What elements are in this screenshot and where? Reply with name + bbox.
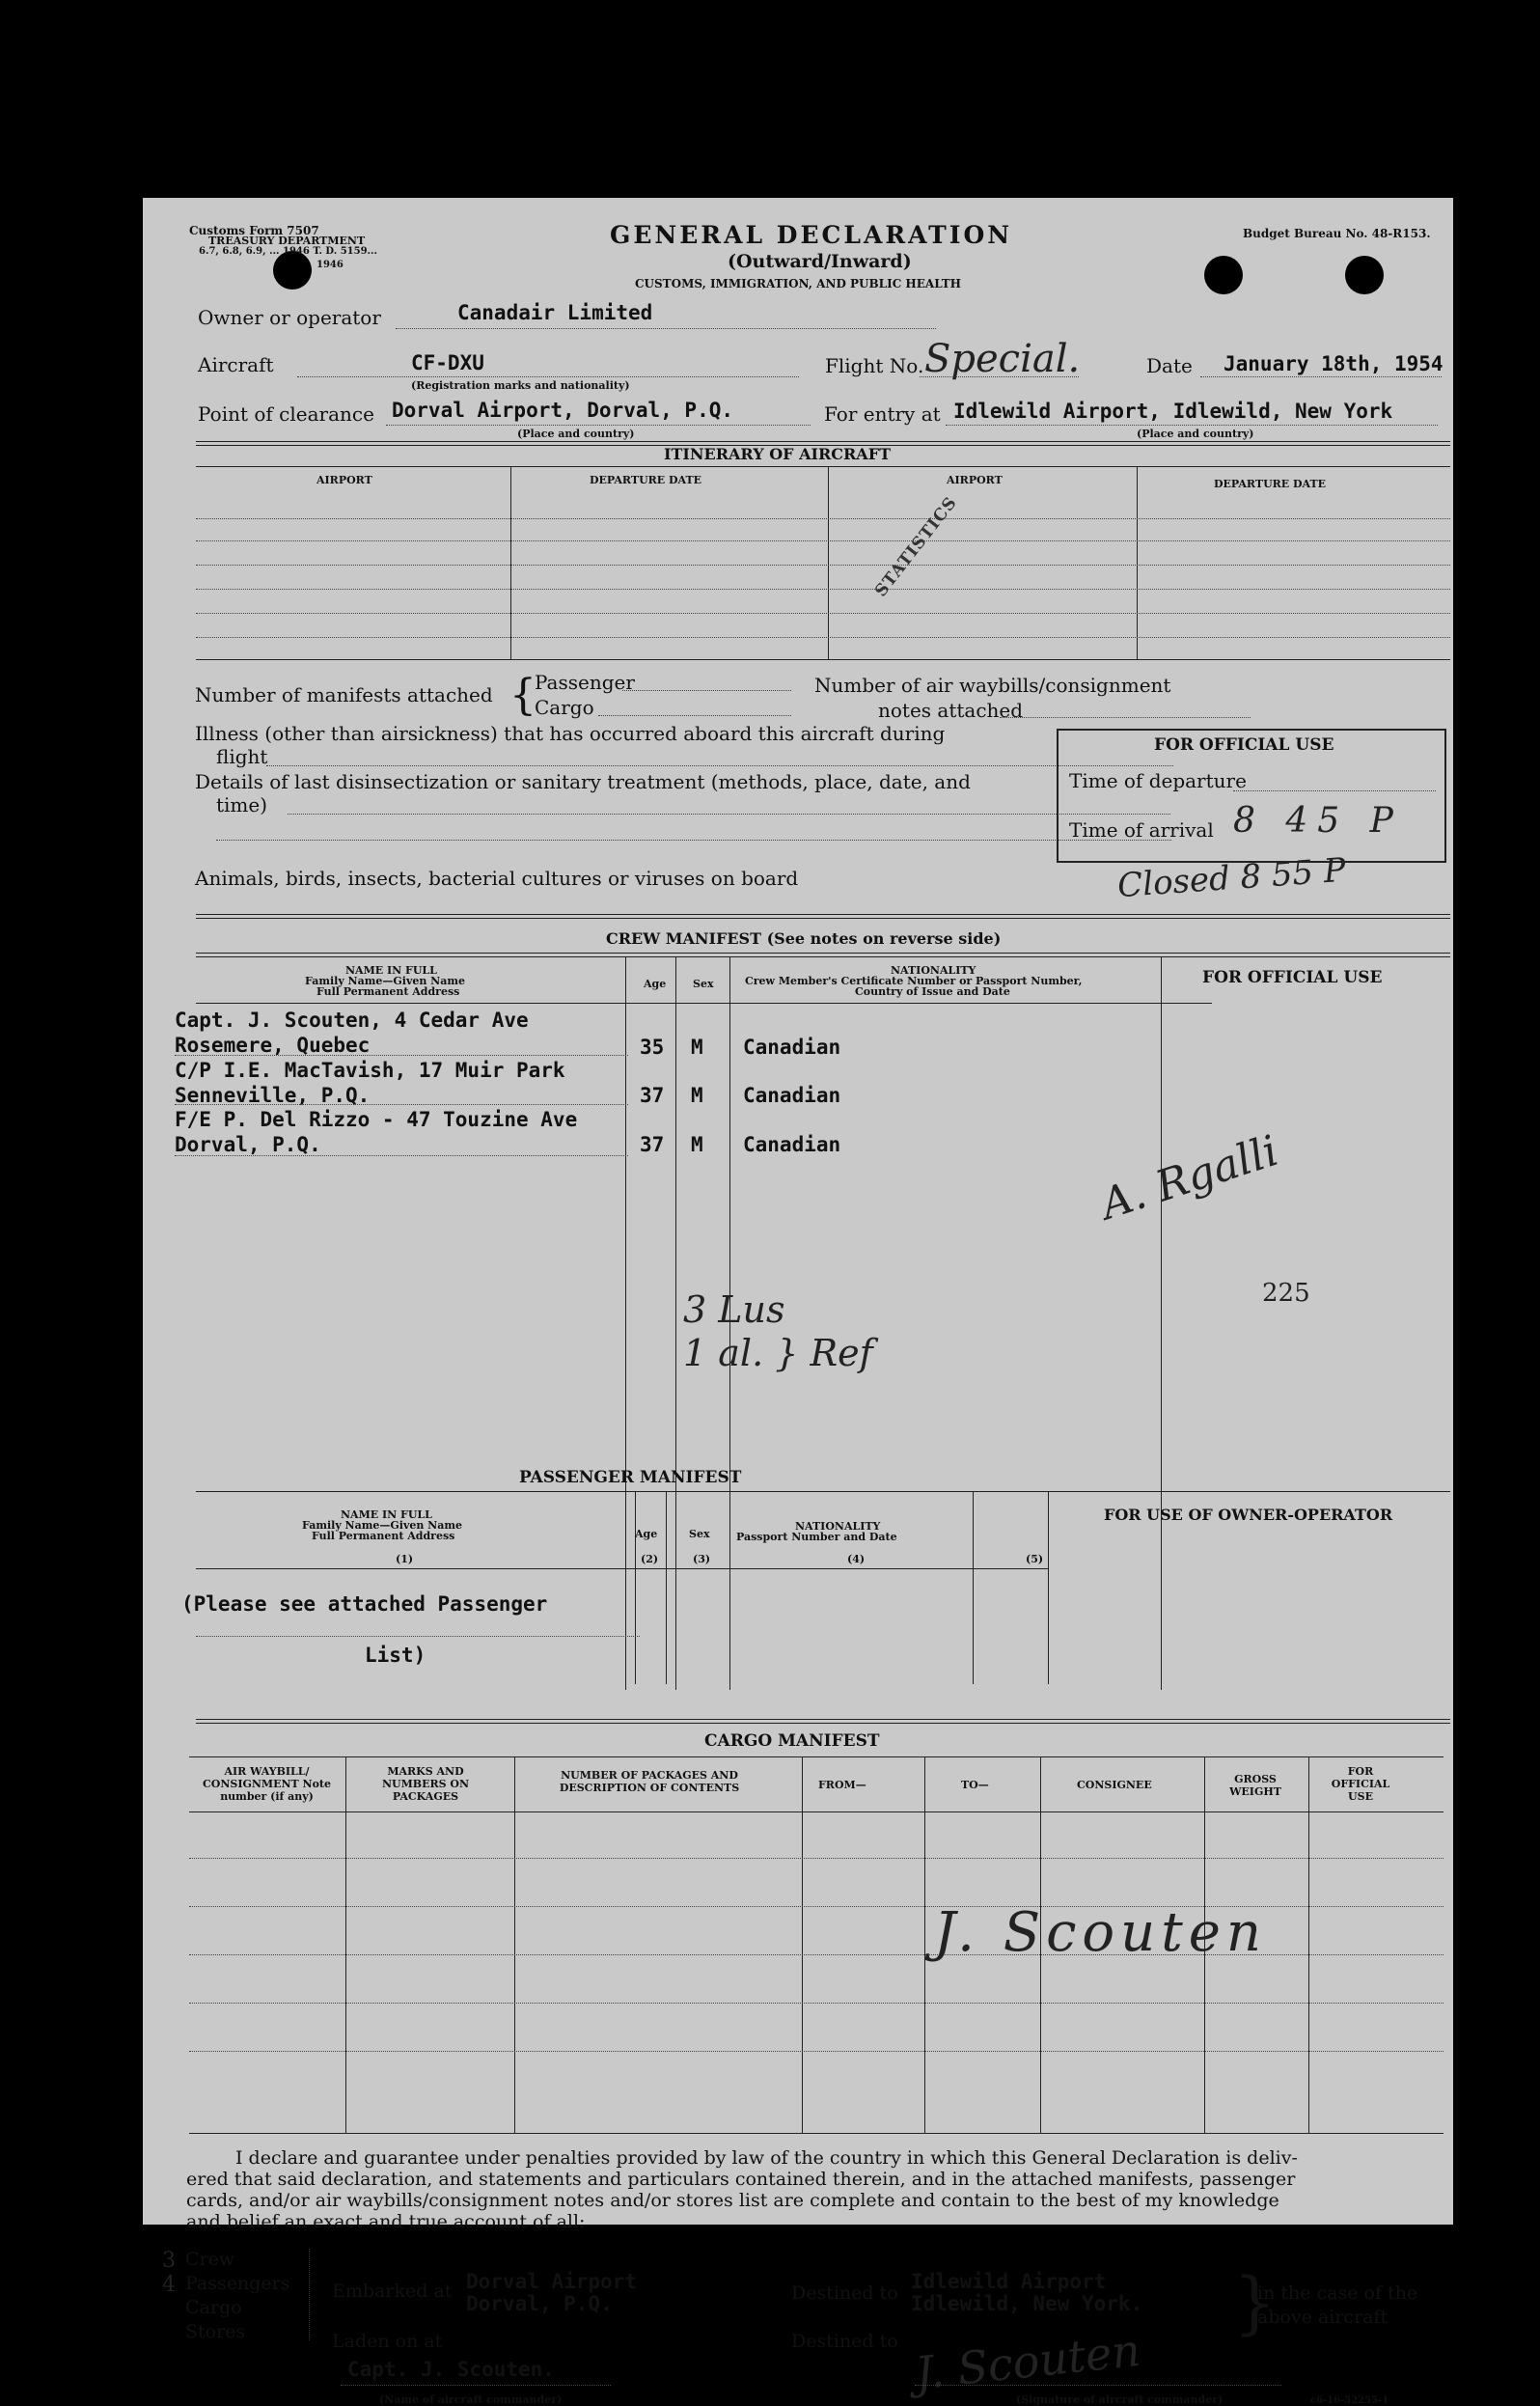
cargo-col-from: FROM— [818,1779,866,1791]
crew-row-3-sex: M [691,1133,703,1156]
brace: { [509,671,536,720]
illness-label-2: flight [216,745,268,768]
owner-label: Owner or operator [198,306,381,329]
passenger-col-nationality-num: (4) [847,1553,866,1565]
print-code: c6-16-52255-1 [1310,2395,1389,2406]
illness-label: Illness (other than airsickness) that has occurred aboard this aircraft during [195,722,946,745]
cargo-col-packages: NUMBER OF PACKAGES AND DESCRIPTION OF CONTENTS [559,1769,740,1794]
declaration-form [143,198,1453,2406]
cargo-col-consignee: CONSIGNEE [1077,1779,1152,1791]
cargo-count-label: Cargo [185,2297,242,2318]
embarked-label: Embarked at [332,2281,453,2302]
crew-row-3-name: F/E P. Del Rizzo - 47 Touzine Ave [175,1108,578,1131]
declaration-line-1: I declare and guarantee under penalties provided by law of the country in which this General Declaration is deliv- [235,2147,1298,2169]
passenger-col-nationality: NATIONALITY [795,1520,881,1533]
crew-col-age: Age [644,978,667,990]
crew-col-nationality-3: Country of Issue and Date [855,985,1010,998]
passenger-label: Passenger [535,671,635,694]
notes-attached-label: notes attached [878,699,1024,722]
crew-signature: A. Rgalli [1094,1125,1284,1231]
official-use-title: FOR OFFICIAL USE [1154,735,1334,755]
crew-col-name-3: Full Permanent Address [316,985,460,998]
cargo-col-to: TO— [961,1779,989,1791]
flight-label: Flight No. [825,354,924,377]
budget-bureau: Budget Bureau No. 48-R153. [1243,227,1431,240]
passengers-label: Passengers [185,2273,290,2294]
itinerary-title: ITINERARY OF AIRCRAFT [664,445,891,463]
clearance-label: Point of clearance [198,402,374,426]
passenger-col-age-num: (2) [641,1553,659,1565]
agencies: CUSTOMS, IMMIGRATION, AND PUBLIC HEALTH [635,277,961,290]
date-value: January 18th, 1954 [1224,352,1444,375]
declaration-line-4: and belief an exact and true account of all: [186,2211,586,2232]
date-label: Date [1146,354,1193,377]
embarked-1: Dorval Airport [466,2270,638,2293]
aircraft-note: (Registration marks and nationality) [411,379,630,392]
in-case-label: in the case of the [1257,2282,1418,2304]
owner-operator-use: FOR USE OF OWNER-OPERATOR [1104,1506,1393,1524]
arrival-value: 8 45 P [1233,801,1403,841]
crew-note-225: 225 [1262,1279,1310,1308]
commander-signature: J. Scouten [912,2323,1143,2400]
brace-right: } [1233,2263,1277,2342]
crew-row-3-address: Dorval, P.Q. [175,1133,321,1156]
stores-label: Stores [185,2321,246,2342]
laden-label: Laden on at [332,2331,443,2352]
form-year: 1946 [316,260,344,270]
arrival-label: Time of arrival [1069,818,1214,842]
destined-1: Idlewild Airport [911,2270,1107,2293]
entry-label: For entry at [824,402,941,426]
punch-hole [1204,256,1243,294]
destined-2: Idlewild, New York. [911,2292,1143,2315]
crew-row-2-sex: M [691,1084,703,1107]
clearance-value: Dorval Airport, Dorval, P.Q. [392,399,734,422]
in-case-label-2: above aircraft [1257,2307,1389,2328]
crew-row-2-address: Senneville, P.Q. [175,1084,371,1107]
form-reference: 6.7, 6.8, 6.9, ... 1946 T. D. 5159... [199,246,377,257]
owner-value: Canadair Limited [457,301,653,324]
form-number: Customs Form 7507 [189,224,319,237]
closed-note: Closed 8 55 P [1115,850,1347,906]
punch-hole [1345,256,1384,294]
animals-label: Animals, birds, insects, bacterial cultures or viruses on board [195,867,799,890]
declaration-line-3: cards, and/or air waybills/consignment notes and/or stores list are complete and contain to the best of my knowledge [186,2190,1279,2211]
crew-col-name-2: Family Name—Given Name [305,975,465,987]
form-title: GENERAL DECLARATION [610,221,1013,249]
passenger-col-name: NAME IN FULL [341,1508,432,1521]
itinerary-col-airport: AIRPORT [316,474,372,486]
crew-row-2-nationality: Canadian [743,1084,841,1107]
passenger-col-5: (5) [1026,1553,1044,1565]
cargo-label: Cargo [535,696,594,719]
destined-label-2: Destined to [791,2331,898,2352]
passenger-col-name-3: Full Permanent Address [312,1530,455,1542]
department: TREASURY DEPARTMENT [208,235,366,247]
crew-col-nationality: NATIONALITY [891,964,976,977]
itinerary-col-airport-2: AIRPORT [947,474,1003,486]
passenger-col-sex-num: (3) [693,1553,711,1565]
cargo-title: CARGO MANIFEST [704,1731,880,1751]
commander-note: (Name of aircraft commander) [379,2393,563,2406]
declaration-line-2: ered that said declaration, and statements and particulars contained therein, and in the attached manifests, passenger [186,2169,1296,2190]
crew-official-use: FOR OFFICIAL USE [1202,968,1383,987]
crew-row-3-nationality: Canadian [743,1133,841,1156]
passenger-note-2: List) [365,1644,426,1667]
passenger-count: 4 [162,2273,176,2297]
statistics-stamp: STATISTICS [871,493,962,601]
passenger-col-age: Age [635,1528,658,1540]
cargo-col-marks: MARKS AND NUMBERS ON PACKAGES [381,1765,470,1803]
cargo-col-waybill: AIR WAYBILL/ CONSIGNMENT Note number (if any) [202,1765,332,1803]
passenger-note: (Please see attached Passenger [181,1592,548,1616]
crew-row-1-name: Capt. J. Scouten, 4 Cedar Ave [175,1009,529,1032]
crew-row-1-age: 35 [640,1036,665,1059]
clearance-note: (Place and country) [517,428,635,440]
passenger-col-sex: Sex [689,1528,710,1540]
crew-row-1-address: Rosemere, Quebec [175,1034,371,1057]
crew-col-sex: Sex [693,978,714,990]
departure-label: Time of departure [1069,769,1247,792]
disinsect-label-2: time) [216,793,268,816]
cargo-col-weight: GROSS WEIGHT [1229,1773,1281,1798]
passenger-col-name-num: (1) [396,1553,414,1565]
crew-title: CREW MANIFEST (See notes on reverse side) [606,929,1002,948]
cargo-signature: J. Scouten [934,1901,1267,1964]
disinsect-label: Details of last disinsectization or sanitary treatment (methods, place, date, and [195,770,971,793]
entry-value: Idlewild Airport, Idlewild, New York [953,400,1393,423]
crew-row-1-sex: M [691,1036,703,1059]
manifests-label: Number of manifests attached [195,683,493,706]
entry-note: (Place and country) [1137,428,1254,440]
aircraft-value: CF-DXU [411,351,484,374]
form-subtitle: (Outward/Inward) [728,251,912,272]
embarked-2: Dorval, P.Q. [466,2292,613,2315]
crew-handwritten-2: 1 al. } Ref [683,1332,873,1374]
crew-row-1-nationality: Canadian [743,1036,841,1059]
waybills-label: Number of air waybills/consignment [814,674,1171,697]
passenger-col-nationality-2: Passport Number and Date [736,1531,897,1543]
commander-name: Capt. J. Scouten. [347,2358,555,2381]
crew-col-nationality-2: Crew Member's Certificate Number or Passport Number, [745,975,1083,987]
crew-handwritten-1: 3 Lus [683,1288,785,1331]
itinerary-col-departure: DEPARTURE DATE [590,474,702,486]
crew-label: Crew [185,2249,235,2270]
cargo-col-official: FOR OFFICIAL USE [1331,1765,1390,1803]
signature-note: (Signature of aircraft commander) [1016,2393,1224,2406]
crew-count: 3 [162,2249,176,2273]
destined-label: Destined to [791,2282,898,2304]
crew-row-2-name: C/P I.E. MacTavish, 17 Muir Park [175,1059,565,1082]
passenger-col-name-2: Family Name—Given Name [302,1519,462,1532]
flight-value: Special. [924,337,1081,381]
crew-col-name: NAME IN FULL [345,964,437,977]
aircraft-label: Aircraft [198,353,274,376]
itinerary-col-departure-2: DEPARTURE DATE [1214,478,1327,490]
passenger-title: PASSENGER MANIFEST [519,1468,742,1487]
punch-hole [273,251,312,290]
crew-row-2-age: 37 [640,1084,665,1107]
crew-row-3-age: 37 [640,1133,665,1156]
